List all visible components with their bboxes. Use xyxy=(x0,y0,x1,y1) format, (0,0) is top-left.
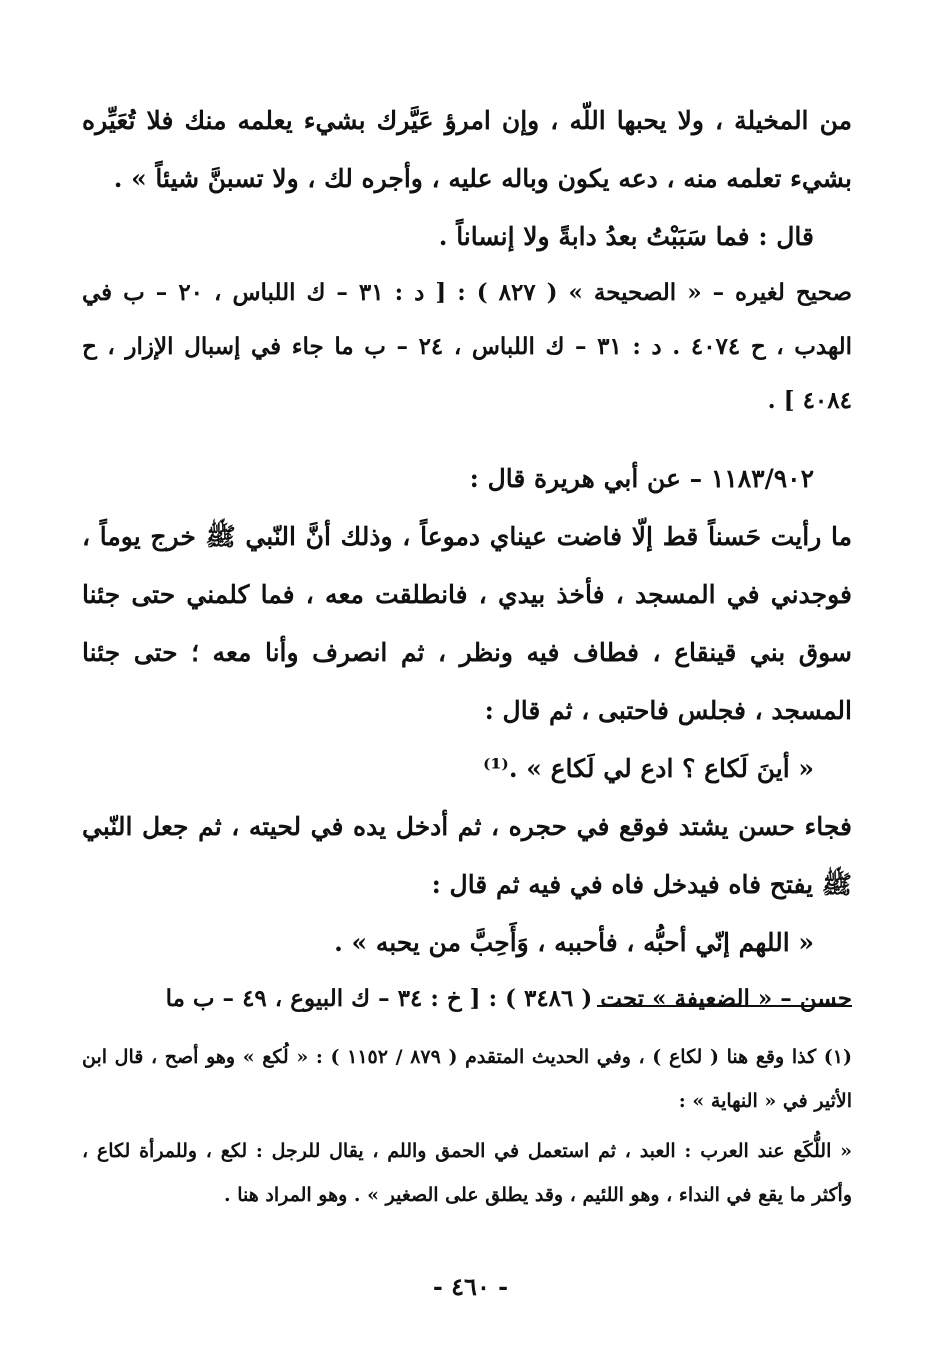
continuation-paragraph: من المخيلة ، ولا يحبها اللّه ، وإن امرؤ عَيَّرك بشيء يعلمه منك فلا تُعَيِّره بشيء تعلمه منه ، دعه يكون وباله عليه ، وأجره لك ، ولا تسبنَّ شيئاً » . xyxy=(82,106,852,193)
hadith-quote: « أينَ لَكاع ؟ ادع لي لَكاع » .⁽¹⁾ xyxy=(482,754,814,783)
hadith-quote: « اللهم إنّي أحبُّه ، فأحببه ، وَأَحِبَّ من يحبه » . xyxy=(334,928,814,957)
hadith-paragraph: فجاء حسن يشتد فوقع في حجره ، ثم أدخل يده في لحيته ، ثم جعل النّبي ﷺ يفتح فاه فيدخل فاه في فيه ثم قال : xyxy=(82,812,852,899)
main-text xyxy=(82,92,852,1026)
hadith-narrator: – عن أبي هريرة قال : xyxy=(469,464,711,493)
spacer xyxy=(82,428,852,450)
page-number: - ٤٦٠ - xyxy=(432,1272,509,1301)
continuation-line: قال : فما سَبَبْتُ بعدُ دابةً ولا إنساناً . xyxy=(438,222,814,251)
footnote: (١) كذا وقع هنا ( لكاع ) ، وفي الحديث المتقدم ( ٨٧٩ / ١١٥٢ ) : « لُكع » وهو أصح ، قال ابن الأثير في « النهاية » : xyxy=(82,1046,852,1112)
footnotes xyxy=(82,1035,852,1217)
hadith-number: ١١٨٣/٩٠٢ xyxy=(710,464,814,493)
hadith-heading xyxy=(82,450,852,508)
grading-reference: حسن – « الضعيفة » تحت ( ٣٤٨٦ ) : [ خ : ٣٤ – ك البيوع ، ٤٩ – ب ما xyxy=(165,985,852,1012)
footnote-divider xyxy=(597,1005,852,1007)
hadith-paragraph: ما رأيت حَسناً قط إلّا فاضت عيناي دموعاً ، وذلك أنَّ النّبي ﷺ خرج يوماً ، فوجدني في المسجد ، فأخذ بيدي ، فانطلقت معه ، فما كلمني حتى جئنا سوق بني قينقاع ، فطاف فيه ونظر ، ثم انصرف وأنا معه ؛ حتى جئنا المسجد ، فجلس فاحتبى ، ثم قال : xyxy=(82,522,852,725)
grading-reference: صحيح لغيره – « الصحيحة » ( ٨٢٧ ) : [ د : ٣١ – ك اللباس ، ٢٠ – ب في الهدب ، ح ٤٠٧٤ . د : ٣١ – ك اللباس ، ٢٤ – ب ما جاء في إسبال الإزار ، ح ٤٠٨٤ ] . xyxy=(82,279,852,414)
footnote-quote: « اللُّكَع عند العرب : العبد ، ثم استعمل في الحمق واللم ، يقال للرجل : لكع ، وللمرأة لكاع ، وأكثر ما يقع في النداء ، وهو اللئيم ، وقد يطلق على الصغير » . وهو المراد هنا . xyxy=(82,1140,852,1206)
